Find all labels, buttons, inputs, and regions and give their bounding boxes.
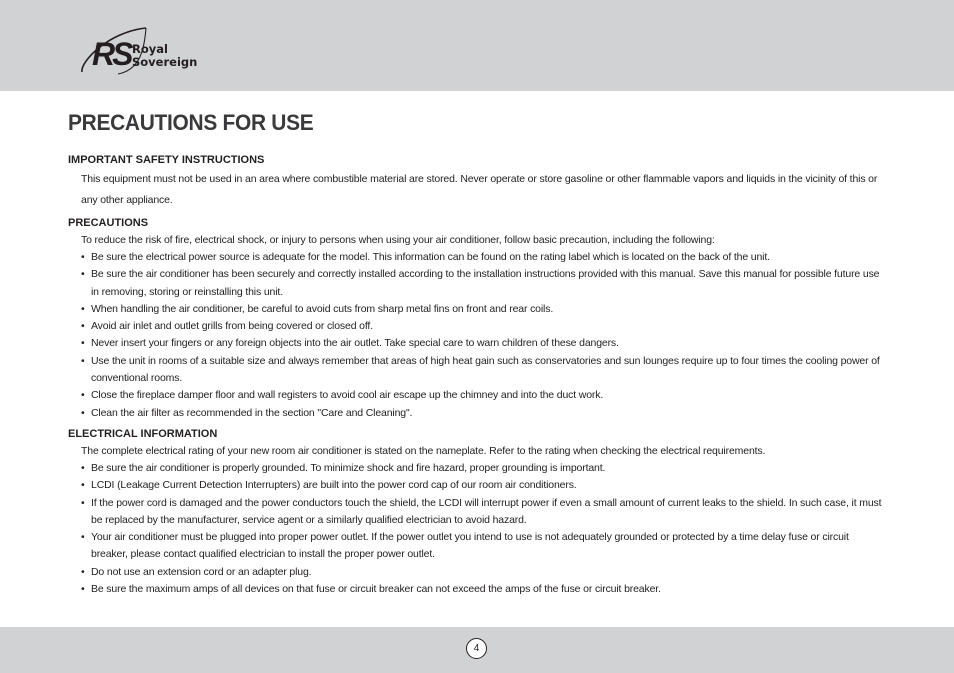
logo-line-royal: Royal — [132, 42, 168, 56]
precautions-section — [68, 217, 888, 422]
list-item: • Use the unit in rooms of a suitable size and always remember that areas of high heat gain such as conservatories and sun lounges require up to four times the cooling power of conventional rooms. — [81, 353, 888, 388]
precautions-intro: To reduce the risk of fire, electrical shock, or injury to persons when using your air conditioner, follow basic precaution, including the following: — [81, 234, 715, 246]
electrical-intro: The complete electrical rating of your new room air conditioner is stated on the nameplate. Refer to the rating when checking the electrical requirements. — [81, 444, 766, 457]
page-number: 4 — [466, 638, 487, 659]
list-item: • Be sure the air conditioner has been securely and correctly installed according to the installation instructions provided with this manual. Save this manual for possible future use in removing, storing or reinstalling this unit. — [81, 266, 888, 301]
main-content — [68, 110, 888, 604]
logo-line-sovereign: Sovereign — [132, 55, 198, 69]
list-item: • Close the fireplace damper floor and wall registers to avoid cool air escape up the chimney and into the duct work. — [81, 387, 888, 404]
safety-section — [68, 154, 888, 211]
list-item: • Be sure the maximum amps of all devices on that fuse or circuit breaker can not exceed the amps of the fuse or circuit breaker. — [81, 581, 888, 598]
royal-sovereign-logo — [78, 24, 218, 78]
page-title: PRECAUTIONS FOR USE — [68, 110, 314, 135]
list-item: • Clean the air filter as recommended in the section "Care and Cleaning". — [81, 405, 888, 422]
list-item: • LCDI (Leakage Current Detection Interrupters) are built into the power cord cap of our room air conditioners. — [81, 477, 888, 494]
precautions-list — [81, 249, 888, 422]
electrical-list — [81, 460, 888, 598]
list-item: • If the power cord is damaged and the power conductors touch the shield, the LCDI will interrupt power if even a small amount of current leaks to the shield. In such case, it must be replaced by the manufacturer, service agent or a similarly qualified electrician to avoid hazard. — [81, 495, 888, 530]
logo-wordmark — [132, 43, 197, 69]
logo-mark: RS — [92, 36, 131, 72]
list-item: • Never insert your fingers or any foreign objects into the air outlet. Take special care to warn children of these dangers. — [81, 335, 888, 352]
electrical-heading: ELECTRICAL INFORMATION — [68, 427, 218, 440]
safety-heading: IMPORTANT SAFETY INSTRUCTIONS — [68, 154, 265, 166]
list-item: • Avoid air inlet and outlet grills from being covered or closed off. — [81, 318, 888, 335]
list-item: • Be sure the electrical power source is adequate for the model. This information can be found on the rating label which is located on the back of the unit. — [81, 249, 888, 266]
header-band — [0, 0, 954, 91]
electrical-section — [68, 428, 888, 598]
list-item: • Be sure the air conditioner is properly grounded. To minimize shock and fire hazard, proper grounding is important. — [81, 460, 888, 477]
safety-paragraph: This equipment must not be used in an area where combustible material are stored. Never operate or store gasoline or other flammable vapors and liquids in the vicinity of this or any other appliance. — [81, 173, 878, 206]
precautions-heading: PRECAUTIONS — [68, 217, 149, 229]
list-item: • When handling the air conditioner, be careful to avoid cuts from sharp metal fins on front and rear coils. — [81, 301, 888, 318]
list-item: • Do not use an extension cord or an adapter plug. — [81, 564, 888, 581]
list-item: • Your air conditioner must be plugged into proper power outlet. If the power outlet you intend to use is not adequately grounded or protected by a time delay fuse or circuit breaker, please contact qualified electrician to install the proper power outlet. — [81, 529, 888, 564]
